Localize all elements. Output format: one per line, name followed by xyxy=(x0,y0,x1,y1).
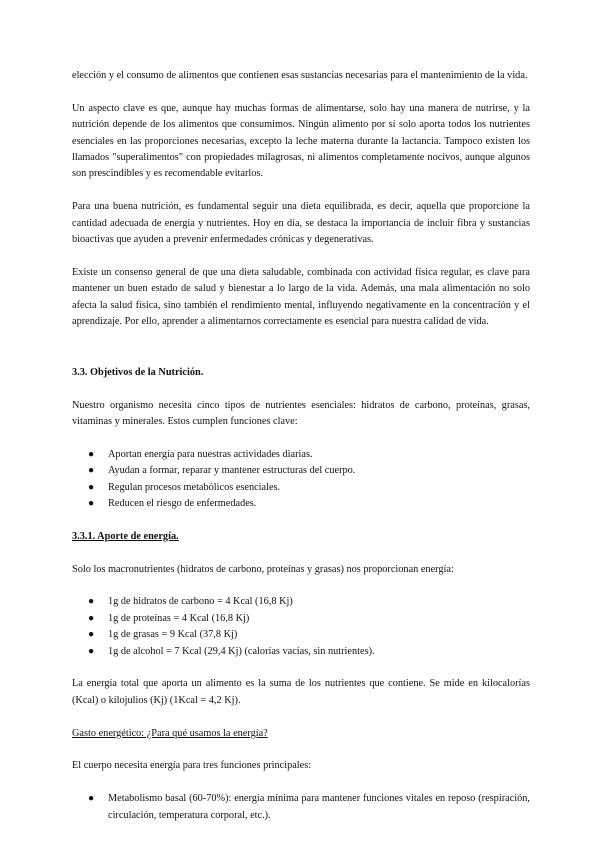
bullet-icon: ● xyxy=(88,793,95,805)
expenditure-list xyxy=(72,791,530,824)
section-spacer xyxy=(72,347,530,365)
list-item xyxy=(72,611,530,627)
list-item-text: Aportan energía para nuestras actividades diarias. xyxy=(108,448,313,460)
list-item-text: 1g de alcohol = 7 Kcal (29,4 Kj) (calorías vacías, sin nutrientes). xyxy=(108,645,375,657)
list-item-text: Reducen el riesgo de enfermedades. xyxy=(108,498,257,510)
paragraph-expenditure-intro: El cuerpo necesita energía para tres funciones principales: xyxy=(72,760,312,772)
list-item-text: Metabolismo basal (60-70%): energía mínima para mantener funciones vitales en reposo (respiración, circulación, temperatura corporal, etc.). xyxy=(108,793,530,821)
bullet-icon: ● xyxy=(88,596,95,608)
list-item xyxy=(72,463,530,479)
list-item-text: 1g de proteínas = 4 Kcal (16,8 Kj) xyxy=(108,612,250,624)
list-item-text: Ayudan a formar, reparar y mantener estructuras del cuerpo. xyxy=(108,465,356,477)
functions-list xyxy=(72,447,530,513)
bullet-icon: ● xyxy=(88,612,95,624)
bullet-icon: ● xyxy=(88,481,95,493)
paragraph-continuation: elección y el consumo de alimentos que contienen esas sustancias necesarias para el mantenimiento de la vida. xyxy=(72,70,528,81)
paragraph-nutrients-intro: Nuestro organismo necesita cinco tipos de nutrientes esenciales: hidratos de carbono, proteínas, grasas, vitaminas y minerales. Estos cumplen funciones clave: xyxy=(72,399,530,428)
expenditure-heading: Gasto energético: ¿Para qué usamos la energía? xyxy=(72,727,268,739)
list-item xyxy=(72,447,530,463)
list-item xyxy=(72,791,530,824)
bullet-icon: ● xyxy=(88,498,95,510)
list-item-text: Regulan procesos metabólicos esenciales. xyxy=(108,481,281,493)
bullet-icon: ● xyxy=(88,645,95,657)
energy-list xyxy=(72,594,530,660)
section-heading-objectives: 3.3. Objetivos de la Nutrición. xyxy=(72,366,204,378)
paragraph-balanced-diet: Para una buena nutrición, es fundamental seguir una dieta equilibrada, es decir, aquella que proporcione la cantidad adecuada de energía y nutrientes. Hoy en día, se destaca la importancia de incluir fibra y sustancias bioactivas que ayuden a prevenir enfermedades crónicas y degenerativas. xyxy=(72,201,530,246)
list-item xyxy=(72,594,530,610)
subsection-heading-energy: 3.3.1. Aporte de energía. xyxy=(72,530,179,542)
document-body xyxy=(72,68,530,840)
list-item-text: 1g de hidratos de carbono = 4 Kcal (16,8 Kj) xyxy=(108,596,293,608)
list-item xyxy=(72,496,530,512)
bullet-icon: ● xyxy=(88,629,95,641)
list-item xyxy=(72,627,530,643)
list-item-text: 1g de grasas = 9 Kcal (37,8 Kj) xyxy=(108,629,238,641)
paragraph-macronutrients: Solo los macronutrientes (hidratos de carbono, proteínas y grasas) nos proporcionan energía: xyxy=(72,563,454,575)
paragraph-energy-total: La energía total que aporta un alimento es la suma de los nutrientes que contiene. Se mide en kilocalorías (Kcal) o kilojulios (Kj) (1Kcal = 4,2 Kj). xyxy=(72,678,530,706)
list-item xyxy=(72,644,530,660)
bullet-icon: ● xyxy=(88,448,95,460)
paragraph-consensus: Existe un consenso general de que una dieta saludable, combinada con actividad física regular, es clave para mantener un buen estado de salud y bienestar a lo largo de la vida. Además, una mala alimentación no solo afecta la salud física, sino también el rendimiento mental, influyendo negativamente en la concentración y el aprendizaje. Por ello, aprender a alimentarnos correctamente es esencial para nuestra calidad de vida. xyxy=(72,266,530,328)
list-item xyxy=(72,480,530,496)
bullet-icon: ● xyxy=(88,465,95,477)
paragraph-nutrition-key: Un aspecto clave es que, aunque hay muchas formas de alimentarse, solo hay una manera de nutrirse, y la nutrición depende de los alimentos que consumimos. Ningún alimento por sí solo aporta todos los nutrientes esenciales en las proporciones necesarias, excepto la leche materna durante la lactancia. Tampoco existen los llamados "superalimentos" con propiedades milagrosas, ni alimentos completamente nocivos, aunque algunos son prescindibles y es recomendable evitarlos. xyxy=(72,102,530,180)
